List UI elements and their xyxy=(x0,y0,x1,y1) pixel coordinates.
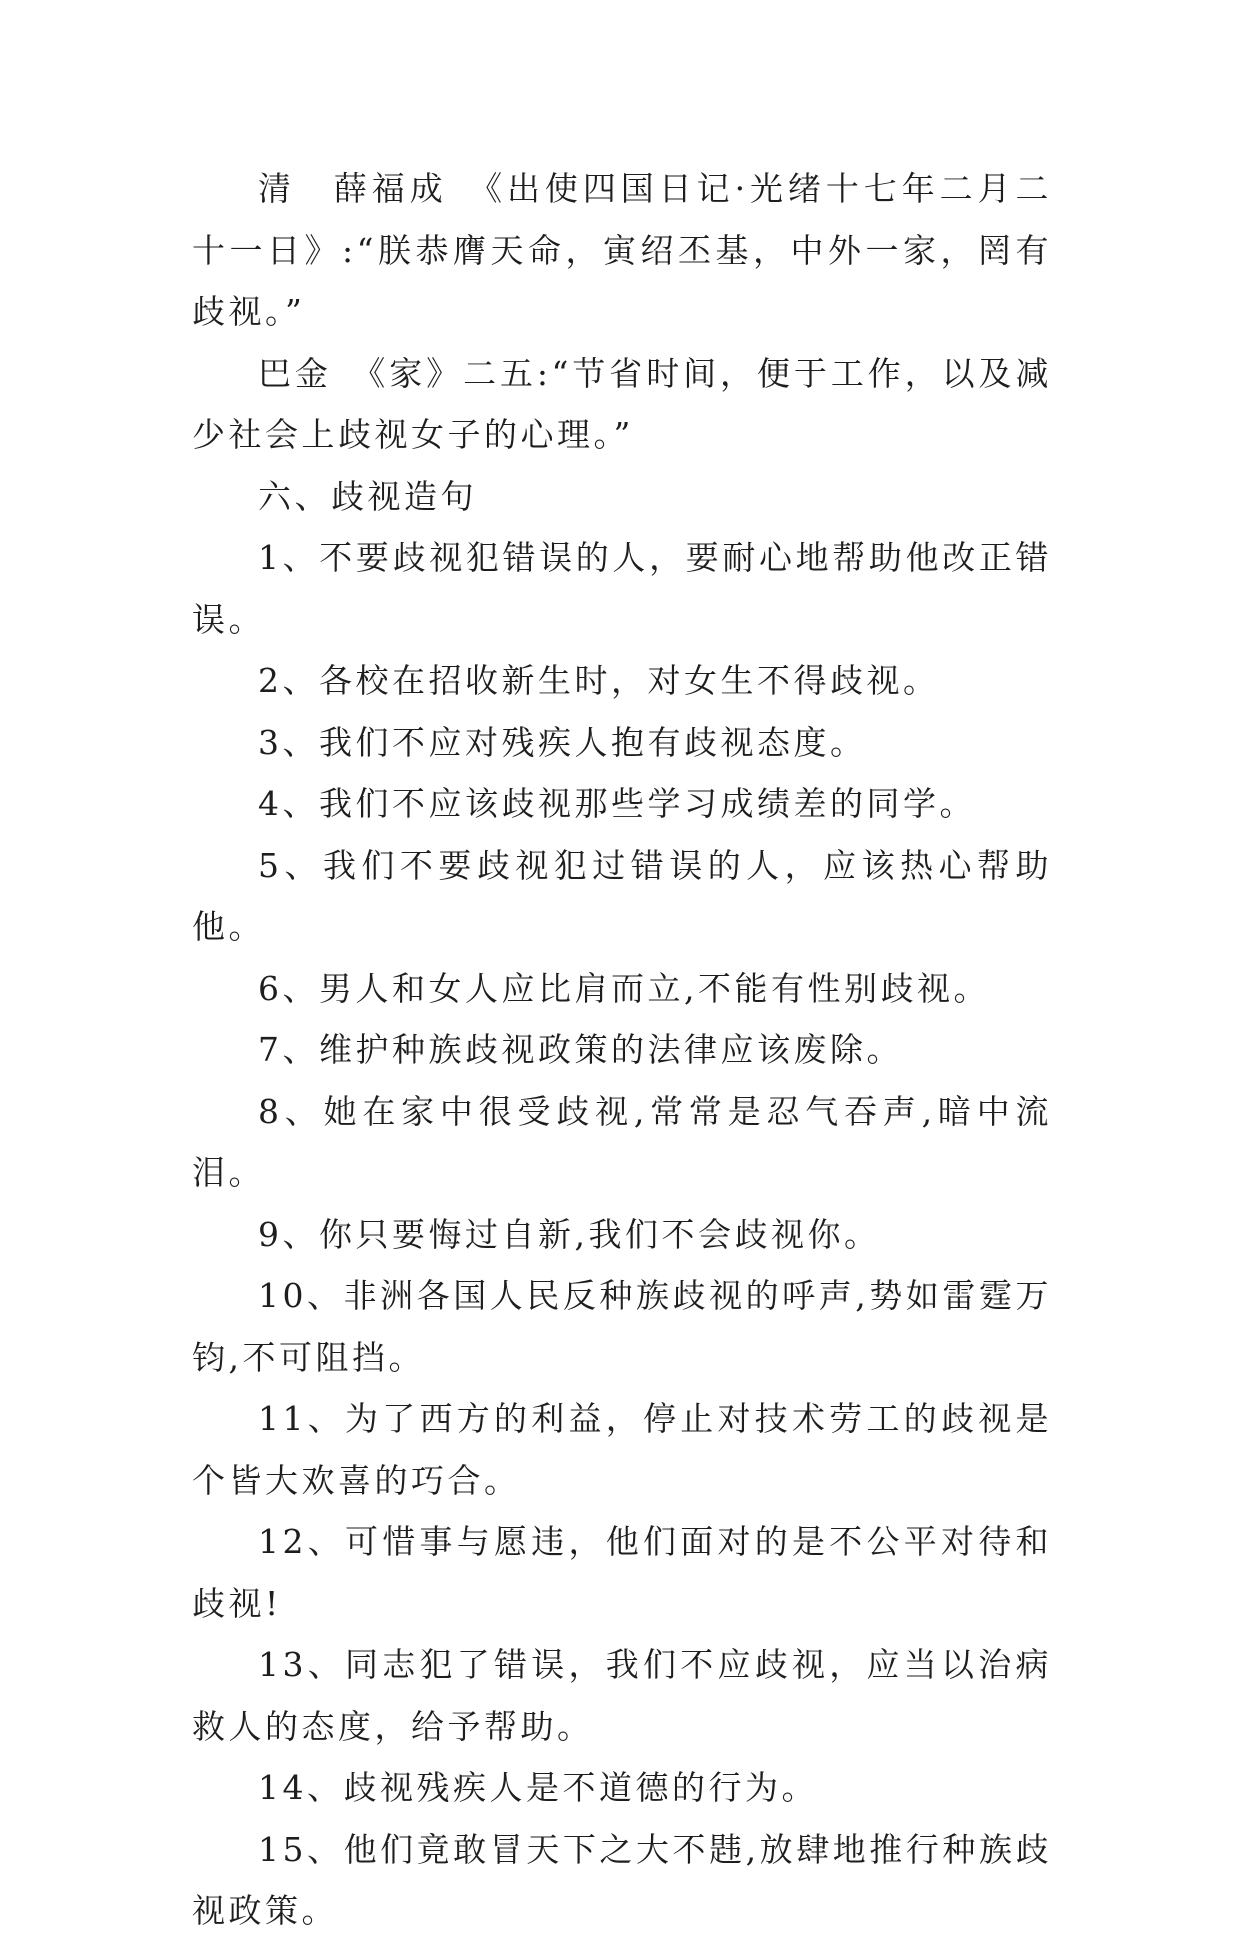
example-sentence-12: 12、可惜事与愿违，他们面对的是不公平对待和歧视! xyxy=(192,1522,1052,1623)
example-sentence-6: 6、男人和女人应比肩而立,不能有性别歧视。 xyxy=(258,968,990,1008)
example-sentence-7: 7、维护种族歧视政策的法律应该废除。 xyxy=(258,1030,903,1069)
example-sentence-9: 9、你只要悔过自新,我们不会歧视你。 xyxy=(258,1214,881,1254)
example-sentence-3: 3、我们不应对残疾人抱有歧视态度。 xyxy=(258,722,867,762)
quote-xue-fucheng: 清 薛福成 《出使四国日记·光绪十七年二月二十一日》:“朕恭膺天命，寅绍丕基，中外一家，罔有歧视。” xyxy=(192,169,1052,331)
example-sentence-4: 4、我们不应该歧视那些学习成绩差的同学。 xyxy=(258,784,976,823)
document-page xyxy=(192,158,1052,1942)
example-sentence-15: 15、他们竟敢冒天下之大不韪,放肆地推行种族歧视政策。 xyxy=(192,1829,1052,1930)
section-heading: 六、歧视造句 xyxy=(258,476,477,516)
example-sentence-14: 14、歧视残疾人是不道德的行为。 xyxy=(258,1768,818,1807)
example-sentence-13: 13、同志犯了错误，我们不应歧视，应当以治病救人的态度，给予帮助。 xyxy=(192,1645,1052,1746)
example-sentence-2: 2、各校在招收新生时，对女生不得歧视。 xyxy=(258,661,940,700)
example-sentence-5: 5、我们不要歧视犯过错误的人，应该热心帮助他。 xyxy=(192,845,1052,946)
example-sentence-1: 1、不要歧视犯错误的人，要耐心地帮助他改正错误。 xyxy=(192,538,1052,639)
quote-ba-jin: 巴金 《家》二五:“节省时间，便于工作，以及减少社会上歧视女子的心理。” xyxy=(192,353,1052,454)
example-sentence-11: 11、为了西方的利益，停止对技术劳工的歧视是个皆大欢喜的巧合。 xyxy=(192,1399,1052,1500)
example-sentence-10: 10、非洲各国人民反种族歧视的呼声,势如雷霆万钧,不可阻挡。 xyxy=(192,1276,1052,1377)
example-sentence-8: 8、她在家中很受歧视,常常是忍气吞声,暗中流泪。 xyxy=(192,1091,1052,1192)
